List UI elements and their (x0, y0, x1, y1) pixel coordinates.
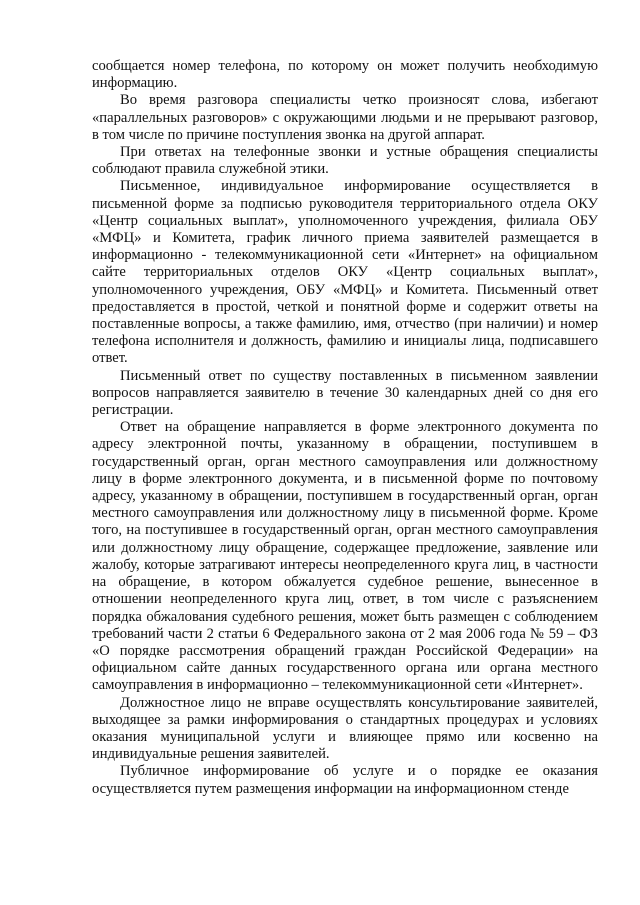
document-page (92, 58, 598, 798)
paragraph-continuation: сообщается номер телефона, по которому он может получить необходимую информацию. (92, 58, 598, 92)
paragraph-response-period: Письменный ответ по существу поставленных в письменном заявлении вопросов направляется заявителю в течение 30 календарных дней со дня его регистрации. (92, 367, 598, 419)
paragraph-ethics: При ответах на телефонные звонки и устные обращения специалисты соблюдают правила служебной этики. (92, 144, 598, 178)
paragraph-public-informing: Публичное информирование об услуге и о порядке ее оказания осуществляется путем размещения информации на информационном стенде (92, 763, 598, 797)
paragraph-official-restriction: Должностное лицо не вправе осуществлять консультирование заявителей, выходящее за рамки информирования о стандартных процедурах и условиях оказания муниципальной услуги и влияющее прямо или косвенно на индивидуальные решения заявителей. (92, 694, 598, 763)
paragraph-conversation-rules: Во время разговора специалисты четко произносят слова, избегают «параллельных разговоров» с окружающими людьми и не прерывают разговор, в том числе по причине поступления звонка на другой аппарат. (92, 92, 598, 143)
paragraph-response-delivery: Ответ на обращение направляется в форме электронного документа по адресу электронной почты, указанному в обращении, поступившем в государственный орган, орган местного самоуправления или должностному лицу в форме электронного документа, и в письменной форме по почтовому адресу, указанному в обращении, поступившем в государственный орган, орган местного самоуправления или должностному лицу в письменной форме. Кроме того, на поступившее в государственный орган, орган местного самоуправления или должностному лицу обращение, содержащее предложение, заявление или жалобу, которые затрагивают интересы неопределенного круга лиц, в частности на обращение, в котором обжалуется судебное решение, вынесенное в отношении неопределенного круга лиц, ответ, в том числе с разъяснением порядка обжалования судебного решения, может быть размещен с соблюдением требований части 2 статьи 6 Федерального закона от 2 мая 2006 года № 59 – ФЗ «О порядке рассмотрения обращений граждан Российской Федерации» на официальном сайте данных государственного органа или органа местного самоуправления в информационно – телекоммуникационной сети «Интернет». (92, 419, 598, 694)
paragraph-written-informing: Письменное, индивидуальное информирование осуществляется в письменной форме за подписью руководителя территориального отдела ОКУ «Центр социальных выплат», уполномоченного учреждения, филиала ОБУ «МФЦ» и Комитета, график личного приема заявителей размещается в информационно - телекоммуникационной сети «Интернет» на официальном сайте территориальных отделов ОКУ «Центр социальных выплат», уполномоченного учреждения, ОБУ «МФЦ» и Комитета. Письменный ответ предоставляется в простой, четкой и понятной форме и содержит ответы на поставленные вопросы, а также фамилию, имя, отчество (при наличии) и номер телефона исполнителя и должность, фамилию и инициалы лица, подписавшего ответ. (92, 178, 598, 367)
